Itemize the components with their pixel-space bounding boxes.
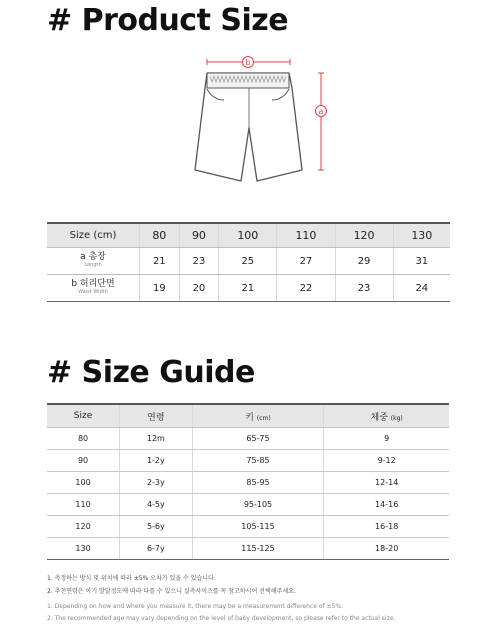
guide-cell-size: 100 [47, 472, 120, 494]
size-header-cell: 90 [179, 223, 219, 248]
table-cell: 27 [277, 248, 335, 275]
size-guide-title: # Size Guide [47, 355, 255, 390]
row-label-main: b 허리단면 [71, 279, 115, 290]
guide-cell-size: 110 [47, 494, 120, 516]
guide-cell-weight: 12-14 [324, 472, 449, 494]
guide-header-weight [324, 404, 449, 428]
table-row [47, 538, 449, 560]
table-row [47, 516, 449, 538]
guide-header-size: Size [47, 404, 120, 428]
row-label [47, 275, 140, 302]
notes-korean [47, 576, 296, 602]
guide-cell-age: 6-7y [120, 538, 193, 560]
guide-cell-size: 130 [47, 538, 120, 560]
guide-cell-weight: 16-18 [324, 516, 449, 538]
size-header-row [47, 223, 450, 248]
guide-cell-age: 4-5y [120, 494, 193, 516]
row-label [47, 248, 140, 275]
notes-english [47, 604, 395, 628]
size-header-cell: 130 [393, 223, 450, 248]
guide-header-weight-label: 체중 [370, 412, 388, 423]
table-cell: 29 [335, 248, 393, 275]
guide-cell-height: 85-95 [192, 472, 324, 494]
size-header-cell: 110 [277, 223, 335, 248]
row-label-main: a 총장 [80, 252, 106, 263]
table-cell: 23 [335, 275, 393, 302]
guide-header-height-unit: (cm) [256, 414, 271, 422]
guide-cell-height: 115-125 [192, 538, 324, 560]
guide-cell-age: 5-6y [120, 516, 193, 538]
size-header-label: Size (cm) [47, 223, 140, 248]
shorts-diagram [0, 0, 497, 200]
table-row [47, 494, 449, 516]
table-row [47, 428, 449, 450]
note-item: 2. The recommended age may vary depending on the level of baby development, so please refer to the actual size. [47, 615, 396, 622]
table-row [47, 248, 450, 275]
table-cell: 21 [219, 275, 277, 302]
guide-cell-age: 1-2y [120, 450, 193, 472]
measure-a-label: a [318, 107, 324, 116]
table-row [47, 275, 450, 302]
row-label-sub: Length [84, 262, 102, 269]
table-cell: 21 [140, 248, 180, 275]
guide-cell-size: 80 [47, 428, 120, 450]
guide-cell-weight: 18-20 [324, 538, 449, 560]
measure-b-label: b [245, 58, 251, 67]
table-row [47, 472, 449, 494]
guide-cell-weight: 9 [324, 428, 449, 450]
guide-cell-weight: 9-12 [324, 450, 449, 472]
note-item: 1. Depending on how and where you measure it, there may be a measurement difference of ±5%. [47, 603, 343, 610]
guide-cell-weight: 14-16 [324, 494, 449, 516]
guide-header-row [47, 404, 449, 428]
guide-cell-size: 90 [47, 450, 120, 472]
table-cell: 25 [219, 248, 277, 275]
guide-header-age: 연령 [120, 404, 193, 428]
note-item: 2. 추천연령은 아기 발달정도에 따라 다를 수 있으니 실측사이즈를 꼭 참고하시어 선택해주세요. [47, 588, 296, 595]
size-header-cell: 80 [140, 223, 180, 248]
guide-cell-height: 105-115 [192, 516, 324, 538]
size-header-cell: 120 [335, 223, 393, 248]
guide-header-weight-unit: (kg) [390, 414, 403, 422]
guide-cell-age: 2-3y [120, 472, 193, 494]
table-cell: 24 [393, 275, 450, 302]
guide-cell-height: 75-85 [192, 450, 324, 472]
guide-cell-height: 65-75 [192, 428, 324, 450]
table-cell: 23 [179, 248, 219, 275]
size-header-cell: 100 [219, 223, 277, 248]
guide-cell-size: 120 [47, 516, 120, 538]
guide-header-height [192, 404, 324, 428]
size-guide-table [47, 403, 449, 560]
product-size-table [47, 222, 450, 302]
guide-cell-age: 12m [120, 428, 193, 450]
table-cell: 20 [179, 275, 219, 302]
row-label-sub: Waist Width [78, 289, 108, 296]
table-cell: 31 [393, 248, 450, 275]
note-item: 1. 측정하는 방식 및 위치에 따라 ±5% 오차가 있을 수 있습니다. [47, 575, 216, 582]
table-cell: 22 [277, 275, 335, 302]
table-row [47, 450, 449, 472]
guide-header-height-label: 키 [245, 412, 254, 423]
shorts-outline [195, 73, 302, 181]
guide-cell-height: 95-105 [192, 494, 324, 516]
table-cell: 19 [140, 275, 180, 302]
product-size-title: # Product Size [47, 3, 289, 38]
